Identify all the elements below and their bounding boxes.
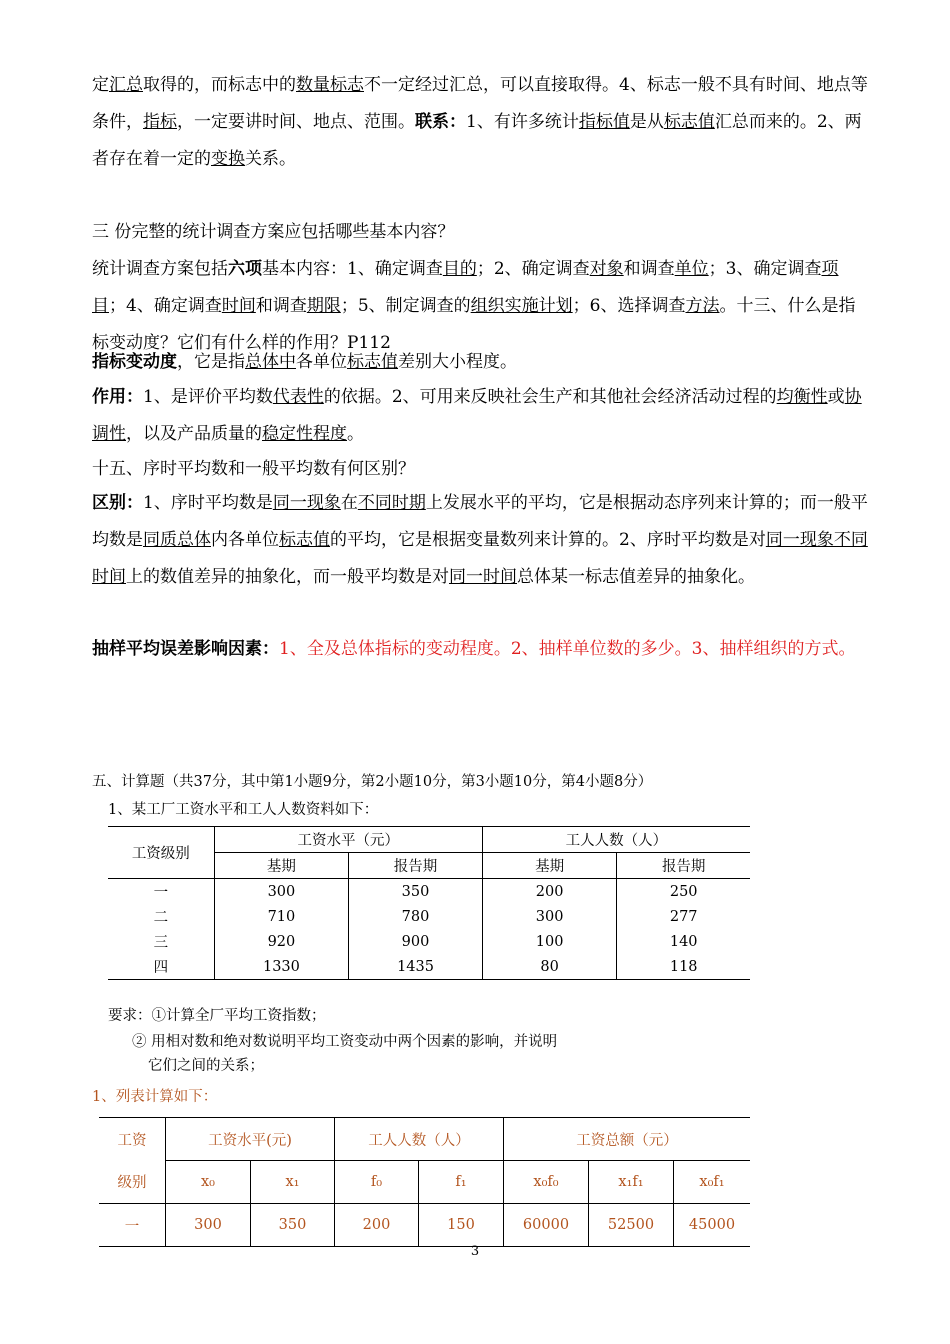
header-workers: 工人人数（人） — [335, 1118, 504, 1161]
header-level-line1: 工资 — [99, 1118, 166, 1161]
requirement-2-cont: 它们之间的关系； — [148, 1058, 264, 1074]
paragraph-variation-usage: 作用：1、是评价平均数代表性的依据。2、可用来反映社会生产和其他社会经济活动过程的均衡性或协调性，以及产品质量的稳定性程度。 — [92, 387, 862, 444]
question-1: 1、某工厂工资水平和工人人数资料如下： — [108, 802, 379, 818]
header-x0f0: x₀f₀ — [504, 1161, 589, 1204]
section-title-calculation: 五、计算题（共37分，其中第1小题9分，第2小题10分，第3小题10分，第4小题8分） — [92, 774, 653, 790]
header-f1: f₁ — [419, 1161, 504, 1204]
header-total-wage: 工资总额（元） — [504, 1118, 751, 1161]
paragraph-sampling-error: 抽样平均误差影响因素：1、全及总体指标的变动程度。2、抽样单位数的多少。3、抽样组织的方式。 — [92, 639, 856, 659]
question-survey: 三 份完整的统计调查方案应包括哪些基本内容？ — [92, 222, 455, 242]
table-row: 四 1330 1435 80 118 — [108, 954, 750, 980]
table-row: 一 300 350 200 150 60000 52500 45000 — [99, 1204, 750, 1247]
requirement-1: 要求：①计算全厂平均工资指数； — [108, 1008, 326, 1024]
header-wage-level: 工资级别 — [108, 827, 214, 879]
page-number: 3 — [470, 1244, 480, 1259]
paragraph-average-difference: 区别：1、序时平均数是同一现象在不同时期上发展水平的平均，它是根据动态序列来计算的；而一般平均数是同质总体内各单位标志值的平均，它是根据变量数列来计算的。2、序时平均数是对同一现象不同时间上的数值差异的抽象化，而一般平均数是对同一时间总体某一标志值差异的抽象化。 — [92, 493, 868, 587]
question-average-difference: 十五、序时平均数和一般平均数有何区别？ — [92, 459, 415, 479]
header-wage-level: 工资水平(元) — [166, 1118, 335, 1161]
paragraph-survey-plan: 三 份完整的统计调查方案应包括哪些基本内容？ 统计调查方案包括六项基本内容：1、确定调查目的；2、确定调查对象和调查单位；3、确定调查项目；4、确定调查时间和调查期限；5、制定调查的组织实施计划；6、选择调查方法。十三、什么是指标变动度？它们有什么样的作用？P112 — [92, 222, 856, 353]
header-wage-level-group: 工资水平（元） — [214, 827, 482, 853]
header-report-period: 报告期 — [349, 853, 483, 879]
table-row: 一 300 350 200 250 — [108, 879, 750, 905]
header-level-line2: 级别 — [99, 1161, 166, 1204]
header-x1f1: x₁f₁ — [589, 1161, 674, 1204]
table-row: 二 710 780 300 277 — [108, 904, 750, 929]
header-workers-group: 工人人数（人） — [482, 827, 750, 853]
requirement-2: ② 用相对数和绝对数说明平均工资变动中两个因素的影响，并说明 — [132, 1034, 558, 1050]
header-x1: x₁ — [251, 1161, 335, 1204]
header-base-period: 基期 — [214, 853, 349, 879]
paragraph-indicator-difference: 定汇总取得的，而标志中的数量标志不一定经过汇总，可以直接取得。4、标志一般不具有时间、地点等条件，指标，一定要讲时间、地点、范围。联系：1、有许多统计指标值是从标志值汇总而来的。2、两者存在着一定的变换关系。 — [92, 75, 868, 169]
header-base-period: 基期 — [482, 853, 617, 879]
paragraph-variation-definition: 指标变动度，它是指总体中各单位标志值差别大小程度。 — [92, 352, 517, 372]
calculation-table — [99, 1117, 750, 1247]
header-f0: f₀ — [335, 1161, 419, 1204]
header-x0f1: x₀f₁ — [699, 1174, 725, 1190]
answer-intro: 1、列表计算如下： — [92, 1089, 218, 1105]
header-report-period: 报告期 — [661, 859, 706, 875]
wage-data-table — [108, 826, 750, 980]
header-x0: x₀ — [166, 1161, 251, 1204]
table-row: 三 920 900 100 140 — [108, 929, 750, 954]
